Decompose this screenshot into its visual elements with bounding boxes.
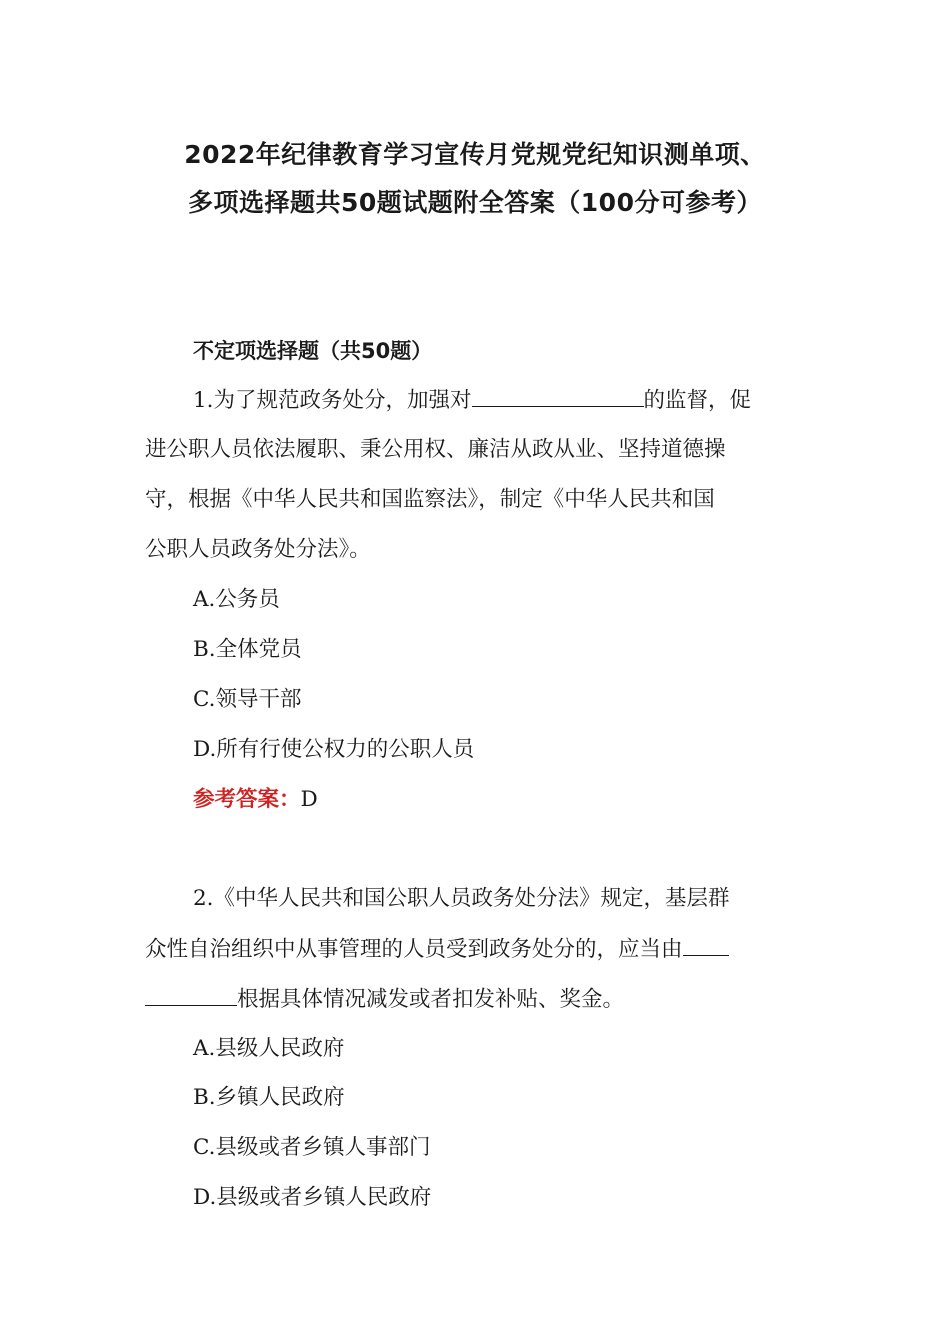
question-1-stem-line-1 xyxy=(193,386,751,415)
answer-blank xyxy=(145,985,237,1006)
question-1-stem-text: 的监督，促 xyxy=(643,388,752,413)
answer-value: D xyxy=(300,787,318,812)
question-2-option-b: B.乡镇人民政府 xyxy=(193,1085,345,1110)
question-1-option-b: B.全体党员 xyxy=(193,637,302,662)
question-1-stem-text: 1.为了规范政务处分，加强对 xyxy=(193,388,472,413)
question-2-stem-text: 根据具体情况减发或者扣发补贴、奖金。 xyxy=(237,987,625,1012)
question-1-stem-line-3: 守，根据《中华人民共和国监察法》，制定《中华人民共和国 xyxy=(145,487,715,512)
question-2-stem-line-2 xyxy=(145,935,729,964)
question-2-stem-line-3 xyxy=(145,985,624,1014)
section-heading: 不定项选择题（共50题） xyxy=(193,339,433,363)
question-2-option-d: D.县级或者乡镇人民政府 xyxy=(193,1185,432,1210)
question-1-option-a: A.公务员 xyxy=(193,587,280,612)
answer-blank xyxy=(683,935,729,956)
question-1-stem-line-2: 进公职人员依法履职、秉公用权、廉洁从政从业、坚持道德操 xyxy=(145,437,726,462)
question-2-stem-text: 众性自治组织中从事管理的人员受到政务处分的，应当由 xyxy=(145,937,683,962)
answer-label: 参考答案： xyxy=(193,787,301,812)
question-2-stem-line-1: 2.《中华人民共和国公职人员政务处分法》规定，基层群 xyxy=(193,886,730,911)
document-title-line-1: 2022年纪律教育学习宣传月党规党纪知识测单项、 xyxy=(184,140,766,169)
question-2-option-c: C.县级或者乡镇人事部门 xyxy=(193,1135,431,1160)
answer-blank xyxy=(472,386,644,407)
question-1-answer xyxy=(193,786,318,814)
question-1-stem-line-4: 公职人员政务处分法》。 xyxy=(145,537,371,562)
document-title-line-2: 多项选择题共50题试题附全答案（100分可参考） xyxy=(188,188,762,217)
question-1-option-c: C.领导干部 xyxy=(193,687,302,712)
question-1-option-d: D.所有行使公权力的公职人员 xyxy=(193,737,475,762)
question-2-option-a: A.县级人民政府 xyxy=(193,1036,345,1061)
